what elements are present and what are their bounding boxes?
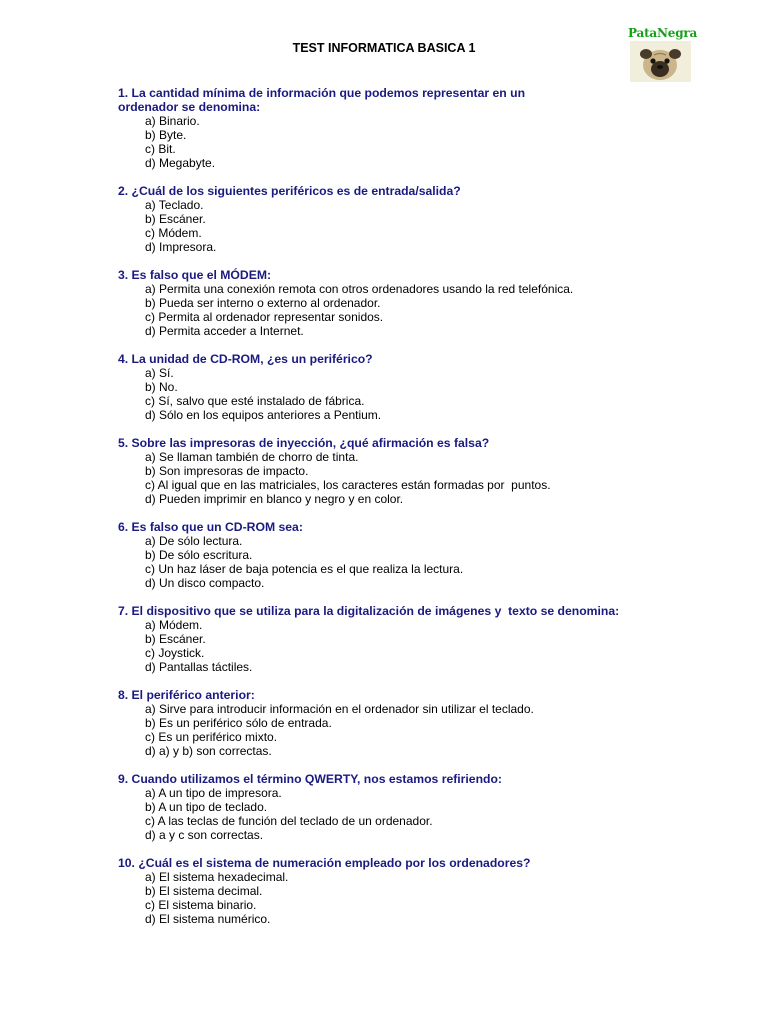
question-text: 3. Es falso que el MÓDEM: bbox=[118, 268, 272, 282]
answer-option: d) Pantallas táctiles. bbox=[145, 660, 253, 674]
question-1 bbox=[118, 86, 718, 170]
question-list bbox=[118, 86, 718, 940]
question-text: 10. ¿Cuál es el sistema de numeración empleado por los ordenadores? bbox=[118, 856, 531, 870]
answer-option: b) Byte. bbox=[145, 128, 187, 142]
question-4 bbox=[118, 352, 718, 422]
answer-option: b) Escáner. bbox=[145, 212, 206, 226]
answer-options bbox=[118, 534, 718, 590]
answer-option: a) El sistema hexadecimal. bbox=[145, 870, 289, 884]
question-7 bbox=[118, 604, 718, 674]
question-8 bbox=[118, 688, 718, 758]
answer-option: d) Impresora. bbox=[145, 240, 217, 254]
logo-text: PataNegra bbox=[628, 26, 698, 40]
answer-option: d) Permita acceder a Internet. bbox=[145, 324, 304, 338]
question-6 bbox=[118, 520, 718, 590]
question-5 bbox=[118, 436, 718, 506]
answer-option: b) El sistema decimal. bbox=[145, 884, 263, 898]
answer-option: a) A un tipo de impresora. bbox=[145, 786, 282, 800]
answer-option: a) Sirve para introducir información en el ordenador sin utilizar el teclado. bbox=[145, 702, 534, 716]
patanegra-logo bbox=[628, 26, 698, 84]
answer-option: d) Pueden imprimir en blanco y negro y en color. bbox=[145, 492, 404, 506]
question-text: 5. Sobre las impresoras de inyección, ¿qué afirmación es falsa? bbox=[118, 436, 490, 450]
answer-option: b) No. bbox=[145, 380, 178, 394]
answer-option: c) Es un periférico mixto. bbox=[145, 730, 278, 744]
answer-options bbox=[118, 870, 718, 926]
answer-option: c) Módem. bbox=[145, 226, 202, 240]
answer-option: a) Módem. bbox=[145, 618, 203, 632]
answer-option: a) Binario. bbox=[145, 114, 200, 128]
answer-option: c) Bit. bbox=[145, 142, 176, 156]
answer-options bbox=[118, 282, 718, 338]
answer-option: c) Joystick. bbox=[145, 646, 205, 660]
answer-option: c) A las teclas de función del teclado de un ordenador. bbox=[145, 814, 433, 828]
answer-option: c) Al igual que en las matriciales, los caracteres están formadas por puntos. bbox=[145, 478, 551, 492]
answer-option: b) De sólo escritura. bbox=[145, 548, 253, 562]
answer-option: c) Sí, salvo que esté instalado de fábrica. bbox=[145, 394, 365, 408]
answer-options bbox=[118, 786, 718, 842]
answer-option: c) Un haz láser de baja potencia es el que realiza la lectura. bbox=[145, 562, 464, 576]
question-9 bbox=[118, 772, 718, 842]
answer-option: c) El sistema binario. bbox=[145, 898, 257, 912]
question-10 bbox=[118, 856, 718, 926]
question-text: 8. El periférico anterior: bbox=[118, 688, 255, 702]
question-text: 6. Es falso que un CD-ROM sea: bbox=[118, 520, 303, 534]
answer-option: a) De sólo lectura. bbox=[145, 534, 243, 548]
answer-option: d) Un disco compacto. bbox=[145, 576, 265, 590]
pug-dog-image bbox=[630, 41, 691, 82]
answer-option: b) Es un periférico sólo de entrada. bbox=[145, 716, 332, 730]
answer-option: b) Son impresoras de impacto. bbox=[145, 464, 309, 478]
answer-option: d) a) y b) son correctas. bbox=[145, 744, 272, 758]
question-3 bbox=[118, 268, 718, 338]
answer-option: b) A un tipo de teclado. bbox=[145, 800, 268, 814]
answer-options bbox=[118, 450, 718, 506]
answer-option: b) Escáner. bbox=[145, 632, 206, 646]
question-text: 9. Cuando utilizamos el término QWERTY, nos estamos refiriendo: bbox=[118, 772, 502, 786]
answer-options bbox=[118, 618, 718, 674]
answer-option: b) Pueda ser interno o externo al ordenador. bbox=[145, 296, 381, 310]
answer-options bbox=[118, 366, 718, 422]
question-text: 7. El dispositivo que se utiliza para la digitalización de imágenes y texto se denomina: bbox=[118, 604, 620, 618]
answer-option: a) Sí. bbox=[145, 366, 174, 380]
answer-option: a) Permita una conexión remota con otros ordenadores usando la red telefónica. bbox=[145, 282, 574, 296]
page-title: TEST INFORMATICA BASICA 1 bbox=[292, 41, 476, 55]
answer-options bbox=[118, 198, 718, 254]
question-text: 2. ¿Cuál de los siguientes periféricos es de entrada/salida? bbox=[118, 184, 461, 198]
answer-option: d) Megabyte. bbox=[145, 156, 216, 170]
answer-options bbox=[118, 114, 718, 170]
answer-option: a) Teclado. bbox=[145, 198, 204, 212]
question-2 bbox=[118, 184, 718, 254]
question-text: 1. La cantidad mínima de información que podemos representar en un ordenador se denomina: bbox=[118, 86, 526, 114]
question-text: 4. La unidad de CD-ROM, ¿es un periférico? bbox=[118, 352, 373, 366]
answer-option: c) Permita al ordenador representar sonidos. bbox=[145, 310, 384, 324]
answer-option: a) Se llaman también de chorro de tinta. bbox=[145, 450, 359, 464]
answer-options bbox=[118, 702, 718, 758]
answer-option: d) Sólo en los equipos anteriores a Pentium. bbox=[145, 408, 382, 422]
answer-option: d) a y c son correctas. bbox=[145, 828, 264, 842]
answer-option: d) El sistema numérico. bbox=[145, 912, 271, 926]
